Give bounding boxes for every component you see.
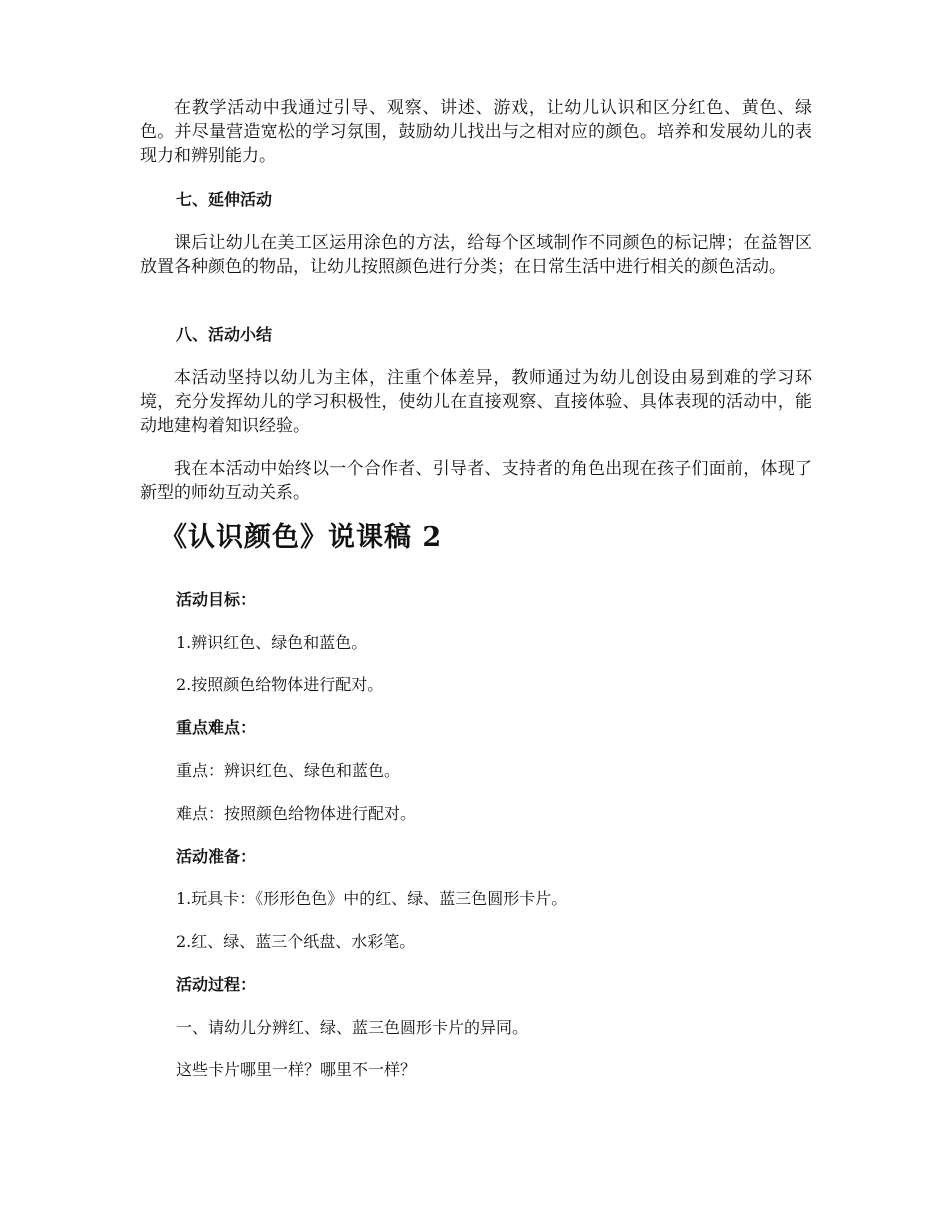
goal-item-1: 1.辨识红色、绿色和蓝色。 (176, 633, 368, 652)
key-point: 重点：辨识红色、绿色和蓝色。 (176, 761, 401, 780)
paragraph-teacher-role: 我在本活动中始终以一个合作者、引导者、支持者的角色出现在孩子们面前，体现了新型的师幼互动关系。 (140, 459, 812, 503)
heading-extension-activity: 七、延伸活动 (176, 190, 273, 209)
paragraph-extension-activity: 课后让幼儿在美工区运用涂色的方法，给每个区域制作不同颜色的标记牌；在益智区放置各种颜色的物品，让幼儿按照颜色进行分类；在日常生活中进行相关的颜色活动。 (140, 233, 812, 277)
heading-activity-preparation: 活动准备： (176, 847, 257, 866)
process-question: 这些卡片哪里一样？哪里不一样？ (176, 1060, 417, 1079)
paragraph-activity-summary: 本活动坚持以幼儿为主体，注重个体差异，教师通过为幼儿创设由易到难的学习环境，充分发挥幼儿的学习积极性，使幼儿在直接观察、直接体验、具体表现的活动中，能动地建构着知识经验。 (140, 368, 812, 436)
paragraph-teaching-summary: 在教学活动中我通过引导、观察、讲述、游戏，让幼儿认识和区分红色、黄色、绿色。并尽量营造宽松的学习氛围，鼓励幼儿找出与之相对应的颜色。培养和发展幼儿的表现力和辨别能力。 (140, 98, 812, 166)
difficult-point: 难点：按照颜色给物体进行配对。 (176, 804, 417, 823)
heading-activity-goals: 活动目标： (176, 590, 257, 609)
prep-item-2: 2.红、绿、蓝三个纸盘、水彩笔。 (176, 932, 416, 951)
goal-item-2: 2.按照颜色给物体进行配对。 (176, 675, 384, 694)
prep-item-1: 1.玩具卡：《形形色色》中的红、绿、蓝三色圆形卡片。 (176, 889, 568, 908)
heading-activity-process: 活动过程： (176, 975, 257, 994)
heading-activity-summary: 八、活动小结 (176, 325, 273, 344)
document-title: 《认识颜色》说课稿 2 (160, 522, 443, 553)
heading-key-difficulties: 重点难点： (176, 718, 257, 737)
process-step-1: 一、请幼儿分辨红、绿、蓝三色圆形卡片的异同。 (176, 1018, 529, 1037)
